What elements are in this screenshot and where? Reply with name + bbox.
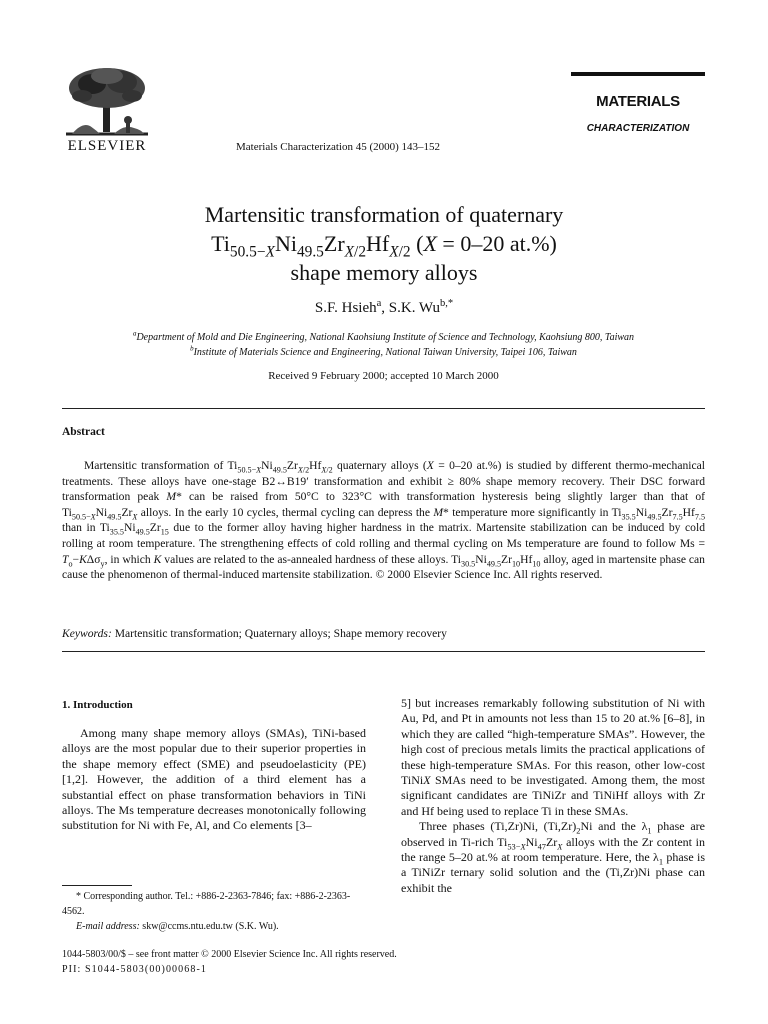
section-heading-introduction: 1. Introduction <box>62 699 133 711</box>
abstract-text: Martensitic transformation of $Ti_{50.5-X}Ni_{49.5}Zr_{X/2}Hf_{X/2}$ quaternary alloys (X = 0–20 at.%) is studied by different thermo-mechanical treatments. These alloys have one-stage B2↔B19′ transformation and exhibit ≥ 80% shape memory recovery. Their DSC forward transformation peak M* can be raised from 50°C to 323°C with transformation hysteresis being slightly larger than that of $Ti_{50.5-X}Ni_{49.5}Zr_X$ alloys. In the early 10 cycles, thermal cycling can depress the M* temperature more significantly in $Ti_{35.5}Ni_{49.5}Zr_{7.5}Hf_{7.5}$ than in $Ti_{35.5}Ni_{49.5}Zr_{15}$ due to the former alloy having higher hardness in the matrix. Martensite stabilization can be induced by cold rolling at room temperature. The strengthening effects of cold rolling and thermal cycling on Ms temperature are found to follow $Ms = T_o-K\Delta\sigma_y$, in which K values are related to the as-annealed hardness of these alloys. $Ti_{30.5}Ni_{49.5}Zr_{10}Hf_{10}$ alloy, aged in martensite phase can cause the phenomenon of thermal-induced martensite stabilization. © 2000 Elsevier Science Inc. All rights reserved. <box>62 459 706 582</box>
intro-right-paragraph-1: 5] but increases remarkably following substitution of Ni with Au, Pd, and Pt in amounts not less than 15 to 20 at.% [6–8], in which they are called “high-temperature SMAs”. However, the high cost of precious metals limits the practical applications of these high-temperature SMAs. For this reason, other low-cost TiNiX SMAs need to be investigated. Among them, the most significant candidates are TiNiZr and TiNiHf alloys with Zr and Hf being used to replace Ti in these SMAs. <box>401 696 705 818</box>
footnote-divider <box>62 885 132 886</box>
abstract-divider <box>62 651 705 652</box>
footnote-corresponding: * Corresponding author. Tel.: +886-2-2363-7846; fax: +886-2-2363-4562. <box>62 891 351 917</box>
intro-left-paragraph: Among many shape memory alloys (SMAs), TiNi-based alloys are the most popular due to their superior properties in the shape memory effect (SME) and pseudoelasticity (PE) [1,2]. However, the addition of a third element has a substantial effect on phase transformation behaviors in TiNi alloys. The Ms temperature decreases monotonically following substitution for Ni with Fe, Al, and Co elements [3– <box>62 726 366 833</box>
pii-line: PII: S1044-5803(00)00068-1 <box>62 964 207 975</box>
affiliation-a: $^a$Department of Mold and Die Engineering, National Kaohsiung Institute of Science and Technology, Kaohsiung 800, Taiwan <box>132 329 635 343</box>
journal-logo-line2: CHARACTERIZATION <box>586 123 690 134</box>
intro-left-column <box>62 726 366 834</box>
journal-logo-line1: MATERIALS <box>596 93 680 110</box>
authors: S.F. Hsieh$^a$, S.K. $Wu^{b,*}$ <box>314 298 454 316</box>
issn-line: 1044-5803/00/$ – see front matter © 2000 Elsevier Science Inc. All rights reserved. <box>62 949 397 960</box>
paper-title <box>84 200 684 287</box>
received-dates: Received 9 February 2000; accepted 10 March 2000 <box>268 370 499 382</box>
keywords <box>62 627 705 640</box>
footnote <box>62 889 372 934</box>
header-divider <box>62 408 705 409</box>
title-line-3: shape memory alloys <box>290 260 478 285</box>
footnote-email: E-mail address: skw@ccms.ntu.edu.tw (S.K. Wu). <box>76 921 279 932</box>
title-line-2: $Ti_{50.5-X}Ni_{49.5}Zr_{X/2}Hf_{X/2}$ (X = 0–20 at.%) <box>211 231 557 261</box>
title-line-1: Martensitic transformation of quaternary <box>204 202 564 227</box>
bottom-info <box>62 947 397 977</box>
elsevier-tree-logo <box>62 66 152 143</box>
journal-citation: Materials Characterization 45 (2000) 143–152 <box>236 141 441 153</box>
keywords-text: Martensitic transformation; Quaternary alloys; Shape memory recovery <box>114 627 447 640</box>
keywords-label: Keywords: <box>62 627 112 640</box>
abstract-heading: Abstract <box>62 426 105 438</box>
intro-right-column <box>401 696 705 896</box>
intro-right-paragraph-2: Three phases (Ti,Zr)Ni, $(Ti,Zr)_2Ni$ and the $\lambda_1$ phase are observed in Ti-rich $Ti_{53-X}Ni_{47}Zr_X$ alloys with the Zr content in the range 5–20 at.% at room temperature. Here, the $\lambda_1$ phase is a TiNiZr ternary solid solution and the (Ti,Zr)Ni phase can exhibit the <box>401 819 706 895</box>
publisher-name: ELSEVIER <box>67 138 147 154</box>
affiliation-b: $^b$Institute of Materials Science and Engineering, National Taiwan University, Taipei 106, Taiwan <box>190 344 577 358</box>
journal-logo-bar <box>571 72 705 76</box>
